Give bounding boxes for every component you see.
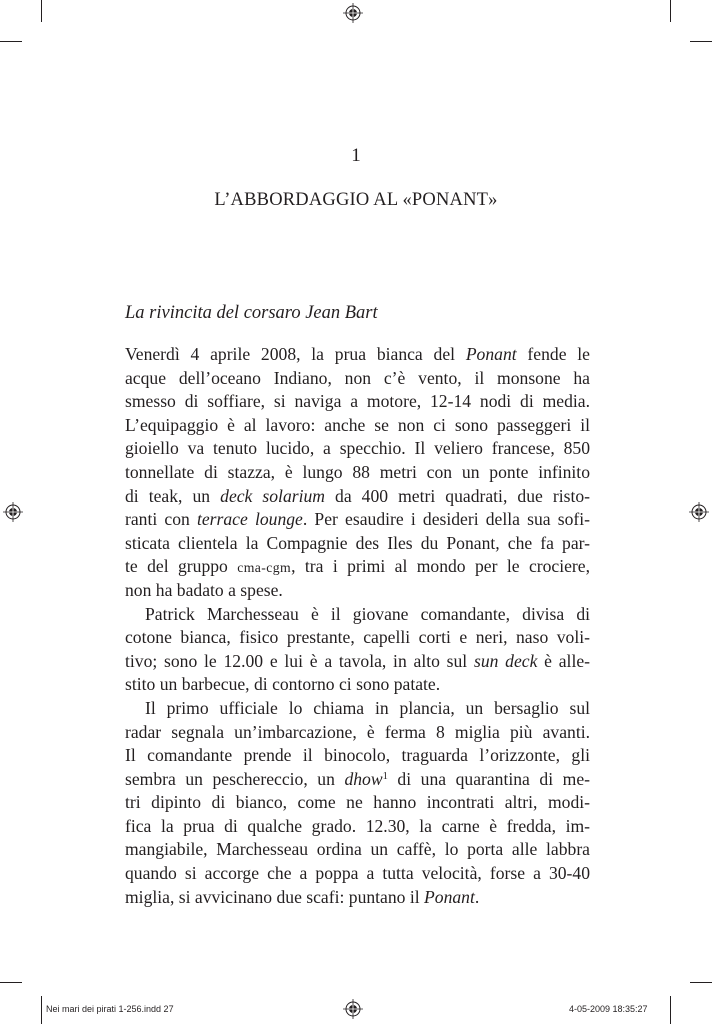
footnote-marker: 1 xyxy=(382,770,388,782)
text-line: non ha badato a spese. xyxy=(125,579,283,600)
text-run: di una quarantina di me- xyxy=(387,768,590,789)
italic-run: , xyxy=(495,532,500,553)
body-text xyxy=(125,343,590,909)
italic-run: dhow xyxy=(344,768,383,789)
text-run: . Per esaudire i desideri della sua sofi- xyxy=(302,509,590,530)
text-line xyxy=(125,650,590,674)
text-line: Il primo ufficiale lo chiama in plancia, un bersaglio sul xyxy=(145,697,590,718)
text-line: radar segnala un’imbarcazione, è ferma 8 miglia più avanti. xyxy=(125,721,590,742)
registration-mark-left-icon xyxy=(3,502,23,522)
text-run: fende le xyxy=(516,344,590,364)
text-run: è alle- xyxy=(537,650,591,671)
italic-run: sun deck xyxy=(473,650,538,671)
text-run: di teak, un xyxy=(125,485,221,506)
chapter-number: 1 xyxy=(351,145,361,166)
text-run: ranti con xyxy=(125,509,197,530)
italic-run: Ponant xyxy=(424,886,475,907)
text-line: gioiello va tenuto lucido, a specchio. Il veliero francese, 850 xyxy=(125,438,590,459)
text-line: mangiabile, Marchesseau ordina un caffè, lo porta alle labbra xyxy=(125,839,590,860)
crop-mark-bottom-right xyxy=(670,996,671,1024)
crop-mark-top-right-h xyxy=(690,41,712,42)
italic-run: Ponant xyxy=(465,344,517,364)
slug-datetime: 4-05-2009 18:35:27 xyxy=(569,1004,648,1014)
text-line xyxy=(125,886,590,910)
text-run: , tra i primi al mondo per le crociere, xyxy=(291,556,590,577)
text-line: Patrick Marchesseau è il giovane comandante, divisa di xyxy=(145,603,590,624)
text-line: stito un barbecue, di contorno ci sono patate. xyxy=(125,674,441,695)
text-run: sembra un peschereccio, un xyxy=(125,768,345,789)
section-heading: La rivincita del corsaro Jean Bart xyxy=(125,303,378,323)
text-line xyxy=(125,532,590,556)
text-run: . xyxy=(474,886,480,907)
text-run: miglia, si avvicinano due scafi: puntano il xyxy=(125,886,425,907)
crop-mark-top-left-h xyxy=(0,41,22,42)
text-line xyxy=(125,508,590,532)
text-run: da 400 metri quadrati, due risto- xyxy=(324,485,590,506)
text-line: quando si accorge che a poppa a tutta velocità, forse a 30-40 xyxy=(125,863,590,884)
text-line xyxy=(125,343,590,367)
crop-mark-top-right xyxy=(670,0,671,22)
text-line: acque dell’oceano Indiano, non c’è vento, il monsone ha xyxy=(125,367,590,388)
text-run: che fa par- xyxy=(499,532,591,553)
crop-mark-bottom-left-h xyxy=(0,982,22,983)
italic-run: deck solarium xyxy=(220,485,325,506)
text-run: sticata clientela la Compagnie des Iles du Ponant xyxy=(125,532,496,553)
crop-mark-bottom-right-h xyxy=(690,982,712,983)
text-line xyxy=(125,768,590,792)
small-caps-run: cma-cgm xyxy=(237,560,292,576)
italic-run: terrace lounge xyxy=(196,509,303,530)
chapter-title: L’ABBORDAGGIO AL «PONANT» xyxy=(214,190,498,210)
slug-filename: Nei mari dei pirati 1-256.indd 27 xyxy=(46,1004,174,1014)
registration-mark-right-icon xyxy=(689,502,709,522)
text-line: tonnellate di stazza, è lungo 88 metri con un ponte infinito xyxy=(125,461,590,482)
crop-mark-top-left xyxy=(41,0,42,22)
registration-mark-bottom-icon xyxy=(343,999,363,1019)
text-run: te del gruppo xyxy=(125,556,238,577)
text-line: cotone bianca, fisico prestante, capelli corti e neri, naso voli- xyxy=(125,627,590,648)
text-run: tivo; sono le 12.00 e lui è a tavola, in alto sul xyxy=(125,650,474,671)
text-line xyxy=(125,555,590,579)
text-line xyxy=(125,485,590,509)
crop-mark-bottom-left xyxy=(41,996,42,1024)
text-line: tri dipinto di bianco, come ne hanno incontrati altri, modi- xyxy=(125,792,590,813)
text-line: smesso di soffiare, si naviga a motore, 12-14 nodi di media. xyxy=(125,391,590,412)
registration-mark-top-icon xyxy=(343,3,363,23)
text-line: Il comandante prende il binocolo, traguarda l’orizzonte, gli xyxy=(125,745,590,766)
text-run: Venerdì 4 aprile 2008, la prua bianca del xyxy=(125,344,466,364)
text-line: fica la prua di qualche grado. 12.30, la carne è fredda, im- xyxy=(125,815,590,836)
text-line: L’equipaggio è al lavoro: anche se non ci sono passeggeri il xyxy=(125,414,590,435)
